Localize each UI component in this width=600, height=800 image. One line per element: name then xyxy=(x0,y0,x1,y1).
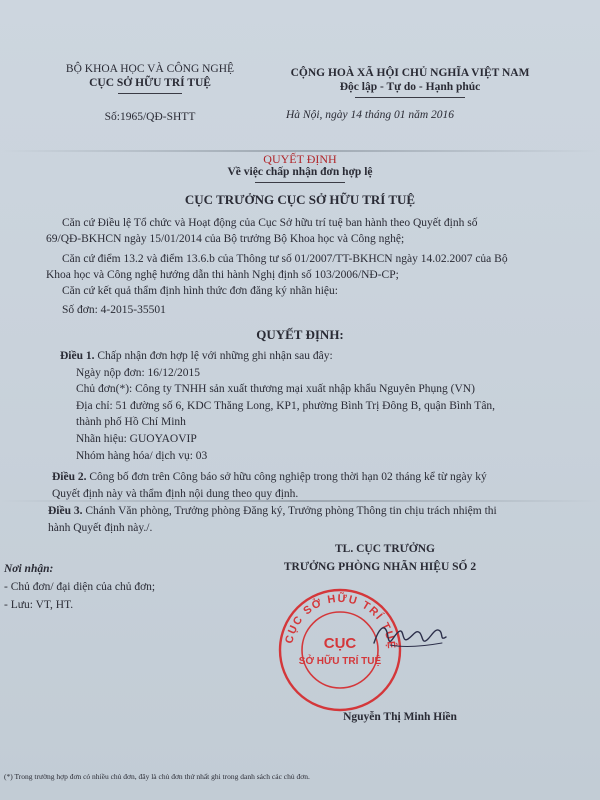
article-1-text: Chấp nhận đơn hợp lệ với những ghi nhận sau đây: xyxy=(97,350,333,362)
decides-heading: QUYẾT ĐỊNH: xyxy=(256,327,344,342)
signer-position: TRƯỞNG PHÒNG NHÃN HIỆU SỐ 2 xyxy=(283,561,477,573)
authority-title: CỤC TRƯỞNG CỤC SỞ HỮU TRÍ TUỆ xyxy=(184,192,416,207)
basis-line: Căn cứ Điều lệ Tổ chức và Hoạt động của Cục Sở hữu trí tuệ ban hành theo Quyết định số xyxy=(62,217,478,229)
goods-classes: Nhóm hàng hóa/ dịch vụ: 03 xyxy=(76,450,208,462)
application-number: Số đơn: 4-2015-35501 xyxy=(62,304,166,316)
article-2-text: Công bố đơn trên Công báo sở hữu công nghiệp trong thời hạn 02 tháng kể từ ngày ký xyxy=(89,471,487,483)
basis-line: Căn cứ kết quả thẩm định hình thức đơn đăng ký nhãn hiệu: xyxy=(62,285,338,297)
document-number: Số:1965/QĐ-SHTT xyxy=(104,111,196,123)
decision-subject: Về việc chấp nhận đơn hợp lệ xyxy=(227,166,373,178)
article-3 xyxy=(48,504,497,518)
trademark: Nhãn hiệu: GUOYAOVIP xyxy=(76,433,197,445)
place-date: Hà Nội, ngày 14 tháng 01 năm 2016 xyxy=(285,109,455,121)
handwritten-signature xyxy=(370,615,450,655)
seal-center-subtitle: SỞ HỮU TRÍ TUỆ xyxy=(298,656,382,667)
article-2-text: Quyết định này và thẩm định nội dung theo quy định. xyxy=(52,488,299,500)
agency-name: CỤC SỞ HỮU TRÍ TUỆ xyxy=(89,77,211,89)
basis-line: 69/QĐ-BKHCN ngày 15/01/2014 của Bộ trưởng Bộ Khoa học và Công nghệ; xyxy=(46,233,405,245)
signer-on-behalf: TL. CỤC TRƯỞNG xyxy=(335,543,435,555)
article-1 xyxy=(60,349,333,363)
signer-name: Nguyễn Thị Minh Hiền xyxy=(343,711,457,723)
decision-label: QUYẾT ĐỊNH xyxy=(263,152,337,166)
article-3-text: hành Quyết định này./. xyxy=(48,522,153,534)
basis-line: Căn cứ điểm 13.2 và điểm 13.6.b của Thông tư số 01/2007/TT-BKHCN ngày 14.02.2007 của Bộ xyxy=(62,253,508,265)
subject-underline xyxy=(255,182,345,183)
basis-line: Khoa học và Công nghệ hướng dẫn thi hành Nghị định số 103/2006/NĐ-CP; xyxy=(46,269,399,281)
nation-name: CỘNG HOÀ XÃ HỘI CHỦ NGHĨA VIỆT NAM xyxy=(290,67,530,79)
recipient-item: - Chủ đơn/ đại diện của chủ đơn; xyxy=(4,581,156,593)
filing-date: Ngày nộp đơn: 16/12/2015 xyxy=(76,367,200,379)
address-line: thành phố Hồ Chí Minh xyxy=(76,416,186,428)
article-3-text: Chánh Văn phòng, Trưởng phòng Đăng ký, Trưởng phòng Thông tin chịu trách nhiệm thi xyxy=(85,505,497,517)
applicant: Chủ đơn(*): Công ty TNHH sản xuất thương mại xuất nhập khẩu Nguyên Phụng (VN) xyxy=(76,383,475,395)
national-motto: Độc lập - Tự do - Hạnh phúc xyxy=(339,81,481,93)
seal-center-title: CỤC xyxy=(323,635,357,652)
article-1-label: Điều 1. xyxy=(60,350,95,362)
signature-graphic xyxy=(370,615,450,655)
footnote: (*) Trong trường hợp đơn có nhiều chủ đơn, đây là chủ đơn thứ nhất ghi trong danh sách các chủ đơn. xyxy=(4,772,310,781)
recipients-heading: Nơi nhận: xyxy=(4,563,54,575)
motto-underline xyxy=(355,97,465,98)
header-underline xyxy=(118,93,182,94)
seal-ring-text-path: CỤC SỞ HỮU TRÍ TUỆ xyxy=(283,592,398,651)
address-line: Địa chỉ: 51 đường số 6, KDC Thăng Long, KP1, phường Bình Trị Đông B, quận Bình Tân, xyxy=(76,400,496,412)
recipient-item: - Lưu: VT, HT. xyxy=(4,599,74,611)
article-3-label: Điều 3. xyxy=(48,505,83,517)
ministry-name: BỘ KHOA HỌC VÀ CÔNG NGHỆ xyxy=(65,63,235,75)
article-2 xyxy=(52,470,487,484)
article-2-label: Điều 2. xyxy=(52,471,87,483)
